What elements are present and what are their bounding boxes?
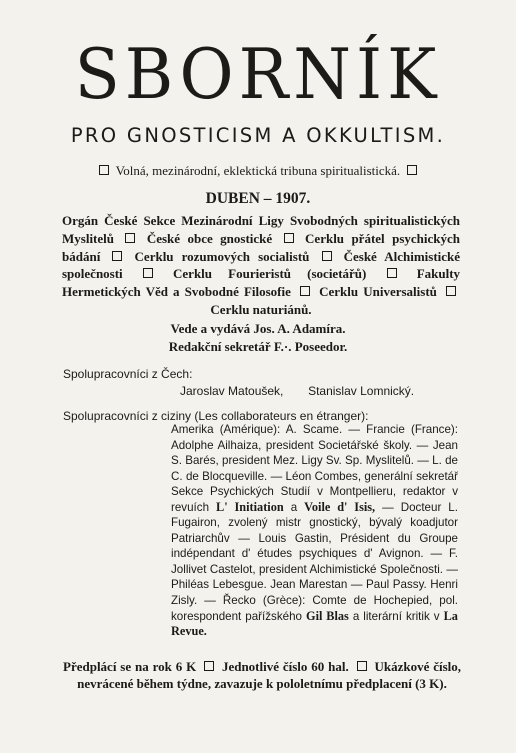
publication-title: Voile d' Isis,	[304, 499, 376, 514]
collaborator-name: Jaroslav Matoušek,	[180, 384, 284, 398]
square-ornament-icon	[99, 165, 109, 175]
square-ornament-icon	[407, 165, 417, 175]
collaborators-int-text	[171, 422, 458, 640]
square-ornament-icon	[125, 233, 135, 243]
organ-item: Cerklu naturiánů.	[210, 301, 312, 317]
square-ornament-icon	[143, 268, 153, 278]
editor-block	[0, 320, 516, 356]
tribune-line	[0, 162, 516, 180]
collaborators-text-part: Amerika (Amérique): A. Scame. — Francie (France): Adolphe Ailhaiza, president Societářské školy. — Jean S. Barés, president Mez. Ligy Sv. Sp. Myslitelů. — L. de C. de Blocqueville. — Léon Combes, generální sekretář Sekce Psychických Studií v Montpellieru, redaktor v revuích	[171, 423, 458, 514]
collaborator-name: Stanislav Lomnický.	[308, 384, 415, 398]
subscription-price: Předplácí se na rok 6 K	[63, 659, 197, 674]
square-ornament-icon	[322, 251, 332, 261]
publisher-line: Vede a vydává Jos. A. Adamíra.	[170, 321, 346, 336]
organ-item: Cerklu Universalistů	[319, 284, 437, 300]
square-ornament-icon	[112, 251, 122, 261]
organ-item: České obce gnostické	[146, 230, 273, 246]
journal-subtitle: PRO GNOSTICISM A OKKULTISM.	[70, 124, 446, 147]
organ-item: Cerklu Fourieristů (societářů)	[173, 266, 367, 282]
square-ornament-icon	[204, 661, 214, 671]
organ-item: Cerklu přátel psychických bádání	[62, 230, 460, 264]
square-ornament-icon	[387, 268, 397, 278]
organ-prefix: Orgán České Sekce Mezinárodní Ligy Svobodných spiritualistických Myslitelů	[62, 213, 460, 246]
square-ornament-icon	[284, 233, 294, 243]
single-issue-price: Jednotlivé číslo 60 hal.	[221, 659, 349, 674]
subscription-note	[63, 659, 461, 692]
publication-title: La Revue.	[171, 608, 458, 639]
collaborators-text-part: a	[290, 500, 298, 514]
publication-title: L' Initiation	[216, 499, 284, 514]
collaborators-int-label: Spolupracovníci z ciziny (Les collaborateurs en étranger):	[63, 409, 369, 423]
square-ornament-icon	[357, 661, 367, 671]
secretary-line: Redakční sekretář F.·. Poseedor.	[168, 339, 348, 354]
organ-item: Fakulty Hermetických Věd a Svobodné Filosofie	[62, 266, 461, 300]
collaborators-cz-names	[180, 383, 414, 399]
organ-item: České Alchimistické společnosti	[62, 248, 461, 282]
tribune-text: Volná, mezinárodní, eklektická tribuna spiritualistická.	[115, 163, 401, 178]
square-ornament-icon	[300, 286, 310, 296]
collaborators-text-part: a literární kritik v	[352, 609, 440, 623]
organ-paragraph	[62, 212, 460, 319]
collaborators-text-part: — Docteur L. Fugairon, zvolený mistr gnostický, bývalý koadjutor Patriarchův — Louis Gastin, Président du Groupe indépendant d' études psychiques d' Avignon. — F. Jollivet Castelot, president Alchimistické Společnosti. — Philéas Lebesgue. Jean Marestan — Paul Passy. Henri Zisly. — Řecko (Grèce): Comte de Hochepied, pol. korespondent pařížského	[171, 500, 458, 623]
issue-date: DUBEN – 1907.	[205, 190, 311, 207]
sample-issue-note: Ukázkové číslo, nevrácené během týdne, zavazuje k pololetnímu předplacení (3 K).	[77, 659, 462, 691]
square-ornament-icon	[446, 286, 456, 296]
journal-title: SBORNÍK	[74, 34, 442, 115]
organ-item: Cerklu rozumových socialistů	[134, 248, 310, 264]
collaborators-cz-label: Spolupracovníci z Čech:	[63, 367, 193, 381]
publication-title: Gil Blas	[306, 608, 349, 623]
